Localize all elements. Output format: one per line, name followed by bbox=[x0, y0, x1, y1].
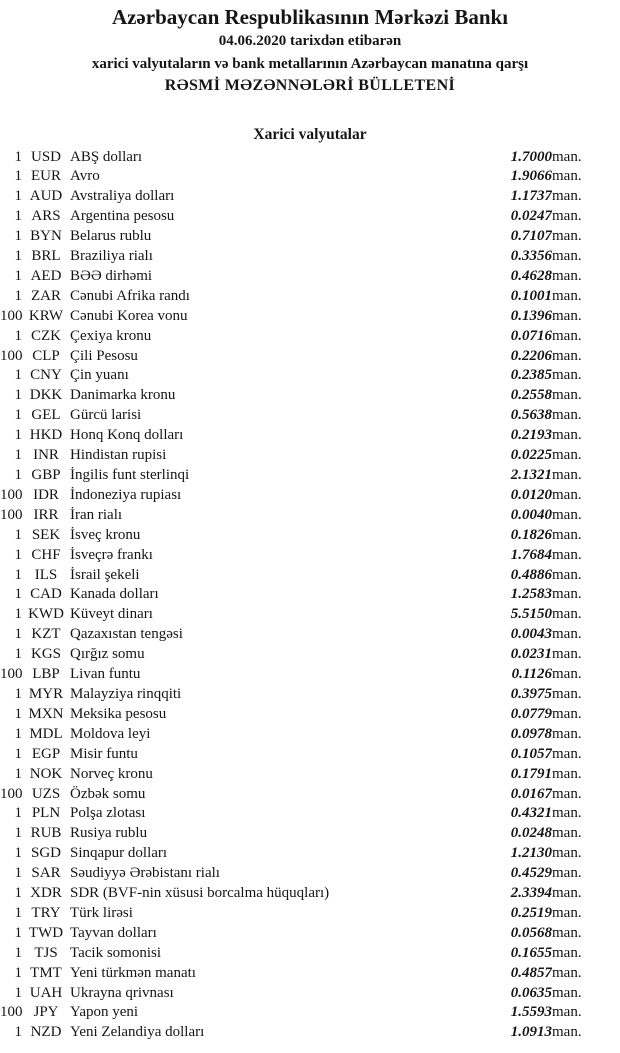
currency-name: Yeni Zelandiya dolları bbox=[70, 1024, 205, 1041]
currency-code: LBP bbox=[32, 666, 60, 683]
currency-code: INR bbox=[33, 447, 59, 464]
rate-unit: man. bbox=[552, 168, 582, 185]
rate-row bbox=[0, 904, 602, 924]
currency-name: Misir funtu bbox=[70, 745, 138, 762]
rate-value: 0.2193 bbox=[510, 427, 552, 444]
rate-value: 1.9066 bbox=[510, 168, 552, 185]
rate-value: 0.4857 bbox=[510, 964, 552, 981]
bulletin-header bbox=[0, 5, 620, 98]
effective-date-line: 04.06.2020 tarixdən etibarən bbox=[218, 33, 402, 49]
currency-code: PLN bbox=[31, 805, 61, 822]
rate-value: 0.0248 bbox=[510, 825, 552, 842]
rate-unit: man. bbox=[552, 685, 582, 702]
currency-name: Çili Pesosu bbox=[70, 347, 138, 364]
rate-row bbox=[0, 745, 602, 765]
rate-value: 0.1826 bbox=[510, 526, 552, 543]
currency-name: Ukrayna qrivnası bbox=[70, 984, 174, 1001]
currency-code: BYN bbox=[30, 228, 62, 245]
currency-code: MXN bbox=[28, 705, 64, 722]
currency-code: JPY bbox=[33, 1004, 59, 1021]
rate-quantity: 1 bbox=[14, 606, 22, 623]
rate-quantity: 1 bbox=[14, 825, 22, 842]
rate-row bbox=[0, 785, 602, 805]
rate-quantity: 1 bbox=[14, 765, 22, 782]
currency-name: Moldova leyi bbox=[70, 725, 151, 742]
currency-code: KZT bbox=[31, 626, 61, 643]
currency-code: BRL bbox=[31, 248, 61, 265]
rate-quantity: 1 bbox=[14, 885, 22, 902]
currency-name: Türk lirəsi bbox=[70, 904, 133, 921]
currency-code: EGP bbox=[31, 745, 61, 762]
bulletin-title: RƏSMİ MƏZƏNNƏLƏRİ BÜLLETENİ bbox=[164, 77, 456, 94]
rate-unit: man. bbox=[552, 785, 582, 802]
rate-value: 0.2206 bbox=[510, 347, 552, 364]
bank-title: Azərbaycan Respublikasının Mərkəzi Bankı bbox=[111, 5, 509, 29]
rate-quantity: 1 bbox=[14, 566, 22, 583]
rate-row bbox=[0, 148, 602, 168]
rate-quantity: 1 bbox=[14, 944, 22, 961]
currency-name: İsveç kronu bbox=[70, 526, 141, 543]
rate-quantity: 100 bbox=[0, 307, 22, 324]
rate-quantity: 1 bbox=[14, 586, 22, 603]
rate-unit: man. bbox=[552, 387, 582, 404]
currency-code: SGD bbox=[30, 845, 61, 862]
rate-unit: man. bbox=[552, 566, 582, 583]
rate-row bbox=[0, 406, 602, 426]
rate-row bbox=[0, 984, 602, 1004]
rate-row bbox=[0, 247, 602, 267]
rate-row bbox=[0, 486, 602, 506]
rate-unit: man. bbox=[552, 367, 582, 384]
rate-value: 0.2558 bbox=[510, 387, 552, 404]
currency-name: Çin yuanı bbox=[70, 367, 129, 384]
rate-quantity: 100 bbox=[0, 347, 22, 364]
rate-row bbox=[0, 167, 602, 187]
rate-unit: man. bbox=[552, 148, 582, 165]
currency-name: Meksika pesosu bbox=[70, 705, 167, 722]
currency-name: İran rialı bbox=[70, 506, 123, 523]
rate-unit: man. bbox=[552, 646, 582, 663]
rate-quantity: 1 bbox=[14, 805, 22, 822]
currency-name: Özbək somu bbox=[70, 785, 146, 802]
rate-quantity: 1 bbox=[14, 526, 22, 543]
rate-row bbox=[0, 884, 602, 904]
rate-row bbox=[0, 864, 602, 884]
rate-unit: man. bbox=[552, 327, 582, 344]
currency-code: ZAR bbox=[31, 287, 61, 304]
currency-code: NOK bbox=[29, 765, 63, 782]
currency-name: Cənubi Afrika randı bbox=[70, 287, 190, 304]
rate-value: 2.3394 bbox=[510, 885, 552, 902]
rate-value: 1.0913 bbox=[510, 1024, 552, 1041]
rate-value: 0.0040 bbox=[510, 506, 552, 523]
currency-code: TJS bbox=[34, 944, 58, 961]
rate-row bbox=[0, 804, 602, 824]
currency-code: CAD bbox=[30, 586, 62, 603]
rate-row bbox=[0, 824, 602, 844]
rate-unit: man. bbox=[552, 347, 582, 364]
currency-name: Tacik somonisi bbox=[70, 944, 162, 961]
currency-code: AUD bbox=[29, 188, 63, 205]
rate-row bbox=[0, 386, 602, 406]
rate-quantity: 1 bbox=[14, 228, 22, 245]
rate-unit: man. bbox=[552, 248, 582, 265]
currency-name: Malayziya rinqqiti bbox=[70, 685, 182, 702]
rate-value: 0.4886 bbox=[510, 566, 552, 583]
rate-quantity: 100 bbox=[0, 785, 22, 802]
rate-quantity: 100 bbox=[0, 486, 22, 503]
rate-row bbox=[0, 446, 602, 466]
rate-value: 0.0225 bbox=[510, 447, 552, 464]
currency-code: MDL bbox=[29, 725, 63, 742]
rate-quantity: 1 bbox=[14, 924, 22, 941]
currency-code: MYR bbox=[28, 685, 64, 702]
rate-quantity: 1 bbox=[14, 646, 22, 663]
currency-name: ABŞ dolları bbox=[70, 148, 143, 165]
rate-value: 0.3356 bbox=[510, 248, 552, 265]
rate-row bbox=[0, 366, 602, 386]
rate-quantity: 1 bbox=[14, 188, 22, 205]
rate-value: 0.1396 bbox=[510, 307, 552, 324]
rate-row bbox=[0, 227, 602, 247]
rate-value: 0.0043 bbox=[510, 626, 552, 643]
rate-quantity: 1 bbox=[14, 964, 22, 981]
rate-unit: man. bbox=[552, 825, 582, 842]
currency-name: Səudiyyə Ərəbistanı rialı bbox=[70, 865, 220, 882]
exchange-rates-table bbox=[0, 148, 602, 1044]
currency-name: Danimarka kronu bbox=[70, 387, 176, 404]
rate-value: 1.5593 bbox=[510, 1004, 552, 1021]
rate-unit: man. bbox=[552, 984, 582, 1001]
currency-name: Polşa zlotası bbox=[70, 805, 146, 822]
rate-row bbox=[0, 287, 602, 307]
rate-value: 0.0978 bbox=[510, 725, 552, 742]
rate-unit: man. bbox=[552, 287, 582, 304]
rate-quantity: 1 bbox=[14, 407, 22, 424]
rate-unit: man. bbox=[552, 865, 582, 882]
currency-name: Kanada dolları bbox=[70, 586, 159, 603]
rate-row bbox=[0, 585, 602, 605]
rate-row bbox=[0, 187, 602, 207]
currency-code: EUR bbox=[31, 168, 61, 185]
rate-row bbox=[0, 964, 602, 984]
currency-code: SAR bbox=[31, 865, 61, 882]
rate-row bbox=[0, 267, 602, 287]
rate-quantity: 1 bbox=[14, 327, 22, 344]
rate-quantity: 1 bbox=[14, 427, 22, 444]
currency-name: Çexiya kronu bbox=[70, 327, 152, 344]
rate-unit: man. bbox=[552, 586, 582, 603]
rate-row bbox=[0, 466, 602, 486]
rate-value: 0.5638 bbox=[510, 407, 552, 424]
currency-name: İngilis funt sterlinqi bbox=[70, 467, 190, 483]
rate-row bbox=[0, 506, 602, 526]
currency-code: HKD bbox=[29, 427, 63, 444]
rate-row bbox=[0, 625, 602, 645]
currency-name: Avstraliya dolları bbox=[70, 188, 175, 205]
currency-code: ARS bbox=[31, 208, 61, 225]
currency-code: TMT bbox=[30, 964, 62, 981]
rate-unit: man. bbox=[552, 606, 582, 623]
rate-unit: man. bbox=[552, 506, 582, 523]
rate-value: 0.1126 bbox=[511, 666, 552, 683]
rate-row bbox=[0, 924, 602, 944]
currency-name: Gürcü larisi bbox=[70, 407, 142, 424]
currency-code: UAH bbox=[29, 984, 63, 1001]
rate-unit: man. bbox=[552, 924, 582, 941]
currency-code: CNY bbox=[30, 367, 62, 384]
currency-code: AED bbox=[30, 267, 62, 284]
rate-value: 0.4529 bbox=[510, 865, 552, 882]
rate-value: 1.7000 bbox=[510, 148, 552, 165]
rate-quantity: 1 bbox=[14, 287, 22, 304]
rate-unit: man. bbox=[552, 307, 582, 324]
currency-code: RUB bbox=[30, 825, 62, 842]
rate-unit: man. bbox=[552, 964, 582, 981]
rate-unit: man. bbox=[552, 904, 582, 921]
rate-unit: man. bbox=[552, 944, 582, 961]
rate-value: 1.1737 bbox=[510, 188, 552, 205]
rate-unit: man. bbox=[552, 885, 582, 902]
currency-code: CHF bbox=[31, 546, 61, 563]
rate-unit: man. bbox=[552, 1024, 582, 1041]
rate-row bbox=[0, 526, 602, 546]
rate-value: 2.1321 bbox=[510, 467, 552, 483]
rate-unit: man. bbox=[552, 1004, 582, 1021]
currency-code: GEL bbox=[31, 407, 61, 424]
rate-value: 0.0231 bbox=[510, 646, 552, 663]
rate-row bbox=[0, 705, 602, 725]
currency-code: CLP bbox=[32, 347, 60, 364]
rate-quantity: 1 bbox=[14, 248, 22, 265]
currency-name: Qırğız somu bbox=[70, 646, 145, 663]
rate-quantity: 1 bbox=[14, 705, 22, 722]
currency-name: Yeni türkmən manatı bbox=[70, 964, 196, 981]
rate-value: 0.0568 bbox=[510, 924, 552, 941]
rate-unit: man. bbox=[552, 626, 582, 643]
rate-value: 0.1655 bbox=[510, 944, 552, 961]
rate-row bbox=[0, 665, 602, 685]
rate-unit: man. bbox=[552, 228, 582, 245]
rate-unit: man. bbox=[552, 546, 582, 563]
rate-quantity: 1 bbox=[14, 387, 22, 404]
rate-unit: man. bbox=[552, 845, 582, 862]
currency-code: KGS bbox=[30, 646, 61, 663]
currency-code: SEK bbox=[31, 526, 61, 543]
currency-code: TWD bbox=[28, 924, 64, 941]
rate-quantity: 1 bbox=[14, 546, 22, 563]
rate-quantity: 1 bbox=[14, 148, 22, 165]
rate-quantity: 100 bbox=[0, 666, 22, 683]
rate-quantity: 1 bbox=[14, 626, 22, 643]
rate-unit: man. bbox=[552, 526, 582, 543]
currency-code: KRW bbox=[28, 307, 64, 324]
rate-value: 0.3975 bbox=[510, 685, 552, 702]
rate-row bbox=[0, 327, 602, 347]
rate-value: 0.4628 bbox=[510, 267, 552, 284]
rate-value: 1.2583 bbox=[510, 586, 552, 603]
rate-unit: man. bbox=[552, 666, 582, 683]
currency-name: Livan funtu bbox=[70, 666, 141, 683]
currency-code: NZD bbox=[30, 1024, 62, 1041]
rate-value: 0.7107 bbox=[510, 228, 552, 245]
rate-quantity: 1 bbox=[14, 845, 22, 862]
rate-quantity: 1 bbox=[14, 168, 22, 185]
rate-value: 0.0247 bbox=[510, 208, 552, 225]
currency-name: İsrail şekeli bbox=[70, 566, 140, 583]
rate-unit: man. bbox=[552, 447, 582, 464]
rate-value: 0.0779 bbox=[510, 705, 552, 722]
currency-name: Rusiya rublu bbox=[70, 825, 148, 842]
rate-quantity: 100 bbox=[0, 506, 22, 523]
rate-value: 0.1057 bbox=[510, 745, 552, 762]
rate-quantity: 1 bbox=[14, 865, 22, 882]
rate-value: 0.2385 bbox=[510, 367, 552, 384]
currency-name: Qazaxıstan tengəsi bbox=[70, 626, 183, 643]
rate-quantity: 1 bbox=[14, 725, 22, 742]
rate-row bbox=[0, 1003, 602, 1023]
rate-unit: man. bbox=[552, 188, 582, 205]
rate-value: 0.1001 bbox=[510, 287, 552, 304]
currency-name: Braziliya rialı bbox=[70, 248, 153, 265]
rate-row bbox=[0, 347, 602, 367]
rate-value: 0.0120 bbox=[510, 486, 552, 503]
rate-value: 0.2519 bbox=[510, 904, 552, 921]
rate-quantity: 1 bbox=[14, 208, 22, 225]
rate-row bbox=[0, 307, 602, 327]
currency-code: DKK bbox=[29, 387, 63, 404]
rate-quantity: 1 bbox=[14, 267, 22, 284]
rate-row bbox=[0, 685, 602, 705]
rate-row bbox=[0, 546, 602, 566]
currency-name: BƏƏ dirhəmi bbox=[70, 267, 153, 284]
currency-name: Küveyt dinarı bbox=[70, 606, 153, 623]
rate-quantity: 1 bbox=[14, 685, 22, 702]
rate-row bbox=[0, 566, 602, 586]
rate-unit: man. bbox=[552, 725, 582, 742]
currency-name: SDR (BVF-nin xüsusi borcalma hüquqları) bbox=[70, 885, 330, 902]
rate-unit: man. bbox=[552, 765, 582, 782]
rate-quantity: 1 bbox=[14, 467, 22, 483]
currency-code: IRR bbox=[33, 506, 59, 523]
currency-name: Avro bbox=[70, 168, 100, 185]
rate-row bbox=[0, 426, 602, 446]
rate-value: 0.0167 bbox=[510, 785, 552, 802]
rate-row bbox=[0, 605, 602, 625]
currency-code: USD bbox=[30, 148, 61, 165]
rate-unit: man. bbox=[552, 805, 582, 822]
rate-quantity: 1 bbox=[14, 984, 22, 1001]
rate-unit: man. bbox=[552, 467, 582, 483]
currency-code: KWD bbox=[28, 606, 64, 623]
currency-code: ILS bbox=[34, 566, 58, 583]
rate-row bbox=[0, 207, 602, 227]
currency-code: IDR bbox=[33, 486, 59, 503]
currency-code: XDR bbox=[30, 885, 62, 902]
rate-unit: man. bbox=[552, 705, 582, 722]
currency-name: Honq Konq dolları bbox=[70, 427, 184, 444]
rate-quantity: 1 bbox=[14, 447, 22, 464]
rate-row bbox=[0, 765, 602, 785]
section-title-foreign-currencies: Xarici valyutalar bbox=[253, 125, 367, 143]
rate-quantity: 1 bbox=[14, 745, 22, 762]
currency-code: UZS bbox=[31, 785, 61, 802]
rate-row bbox=[0, 844, 602, 864]
rate-row bbox=[0, 944, 602, 964]
currency-name: Sinqapur dolları bbox=[70, 845, 168, 862]
rate-quantity: 1 bbox=[14, 1024, 22, 1041]
rate-value: 1.7684 bbox=[510, 546, 552, 563]
rate-value: 0.4321 bbox=[510, 805, 552, 822]
rate-unit: man. bbox=[552, 267, 582, 284]
currency-name: Cənubi Korea vonu bbox=[70, 307, 188, 324]
currency-name: İsveçrə frankı bbox=[70, 546, 153, 563]
rate-row bbox=[0, 645, 602, 665]
rate-unit: man. bbox=[552, 208, 582, 225]
exchange-rates-body bbox=[0, 148, 602, 1044]
rate-value: 1.2130 bbox=[510, 845, 552, 862]
currency-name: Hindistan rupisi bbox=[70, 447, 167, 464]
currency-name: İndoneziya rupiası bbox=[70, 486, 182, 503]
rate-quantity: 1 bbox=[14, 904, 22, 921]
rate-unit: man. bbox=[552, 745, 582, 762]
currency-code: TRY bbox=[31, 904, 61, 921]
currency-code: CZK bbox=[31, 327, 61, 344]
rate-value: 0.1791 bbox=[510, 765, 552, 782]
rate-value: 0.0635 bbox=[510, 984, 552, 1001]
currency-name: Belarus rublu bbox=[70, 228, 152, 245]
rate-unit: man. bbox=[552, 427, 582, 444]
currency-name: Norveç kronu bbox=[70, 765, 153, 782]
rate-value: 5.5150 bbox=[510, 606, 552, 623]
currency-name: Argentina pesosu bbox=[70, 208, 175, 225]
currency-code: GBP bbox=[31, 467, 61, 483]
currency-name: Yapon yeni bbox=[70, 1004, 139, 1021]
currency-name: Tayvan dolları bbox=[70, 924, 157, 941]
rate-value: 0.0716 bbox=[510, 327, 552, 344]
rate-unit: man. bbox=[552, 486, 582, 503]
bulletin-subtitle: xarici valyutaların və bank metallarının Azərbaycan manatına qarşı bbox=[91, 55, 529, 72]
rate-row bbox=[0, 725, 602, 745]
rate-unit: man. bbox=[552, 407, 582, 424]
rate-row bbox=[0, 1023, 602, 1043]
rate-quantity: 100 bbox=[0, 1004, 22, 1021]
rate-quantity: 1 bbox=[14, 367, 22, 384]
